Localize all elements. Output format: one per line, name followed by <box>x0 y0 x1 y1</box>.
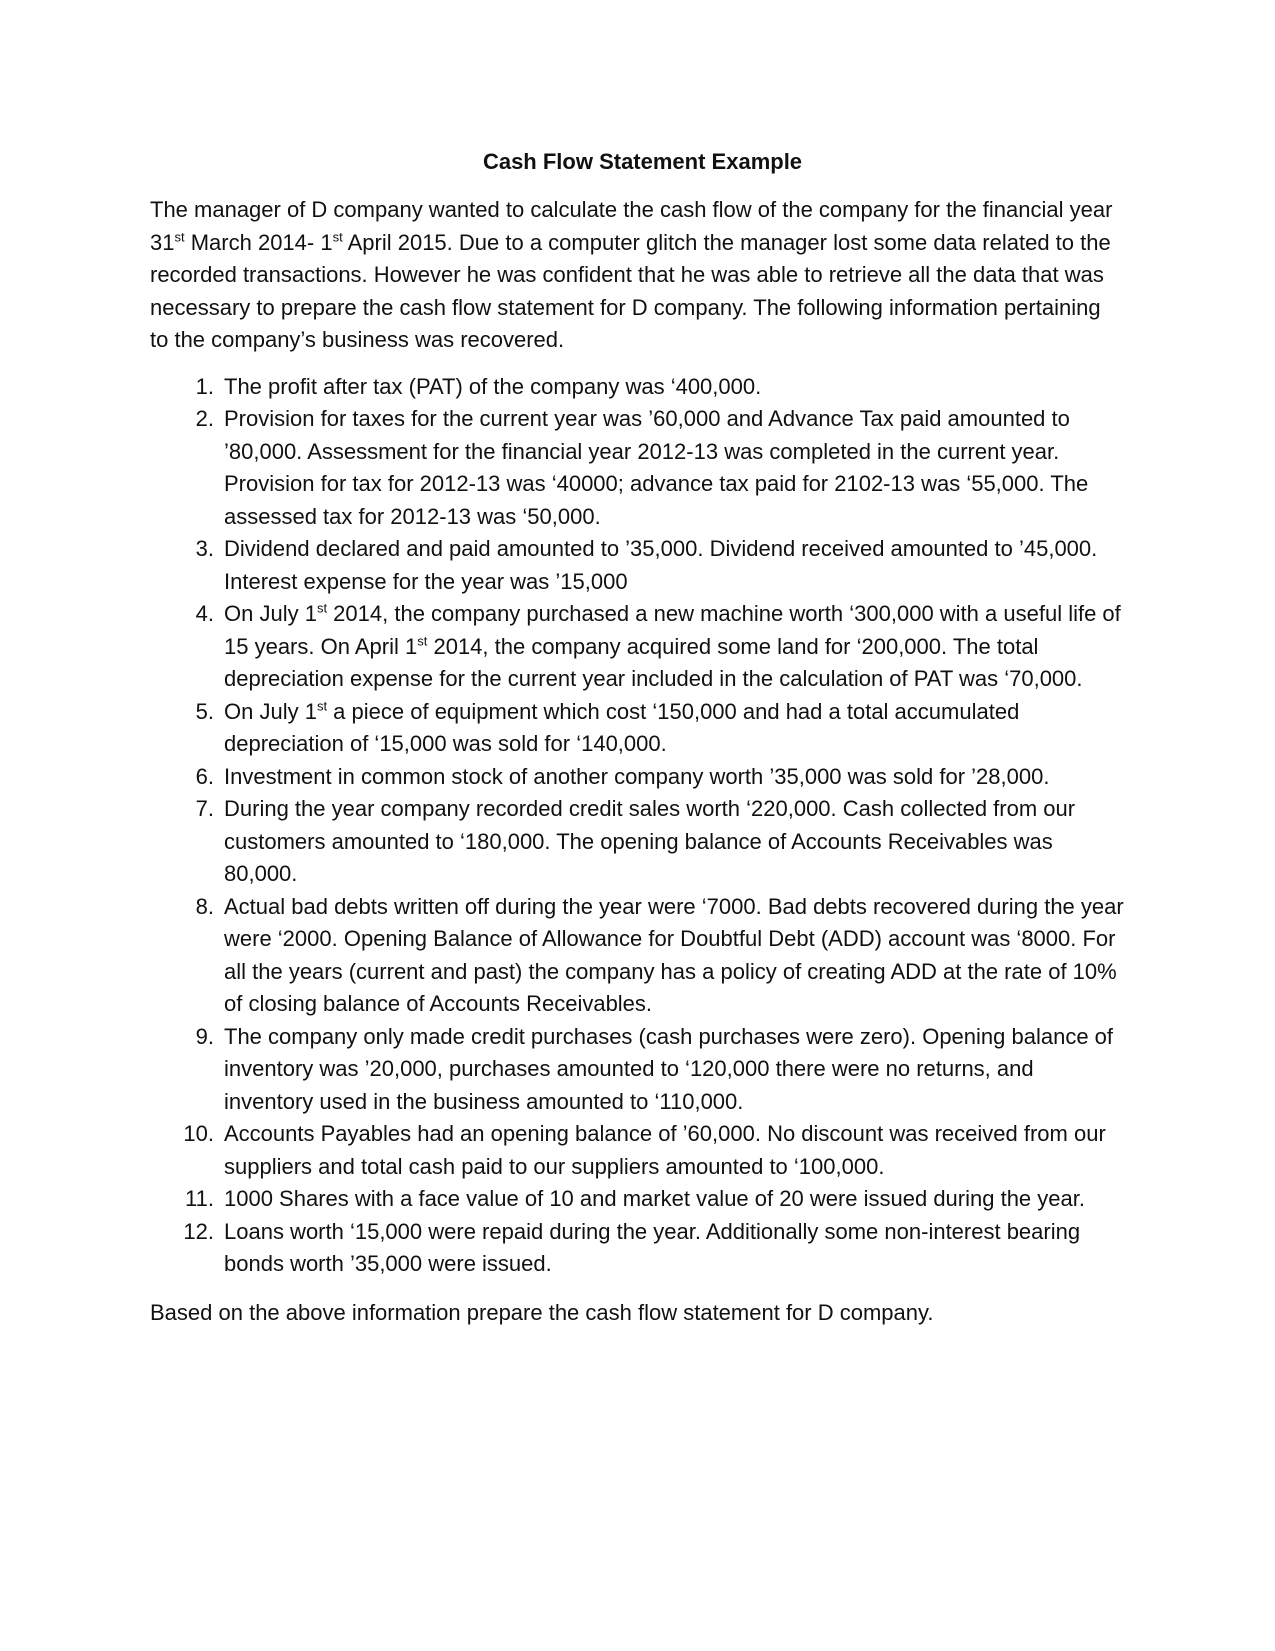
list-item <box>150 696 1125 761</box>
list-item-number: 12. <box>183 1218 214 1244</box>
list-item-superscript: st <box>316 600 328 616</box>
intro-text-2: March 2014- 1 <box>184 229 333 255</box>
list-item-text: Dividend declared and paid amounted to ’35,000. Dividend received amounted to ’45,000. Interest expense for the year was ’15,000 <box>224 536 1098 594</box>
intro-paragraph <box>150 194 1125 357</box>
list-item-text: Actual bad debts written off during the year were ‘7000. Bad debts recovered during the year were ‘2000. Opening Balance of Allowance for Doubtful Debt (ADD) account was ‘8000. For all the years (current and past) the company has a policy of creating ADD at the rate of 10% of closing balance of Accounts Receivables. <box>224 893 1124 1016</box>
list-item-text-part: 2014, the company purchased a new machine worth ‘300,000 with a useful life of 15 years. On April 1 <box>224 601 1121 659</box>
list-item-text: Provision for taxes for the current year was ’60,000 and Advance Tax paid amounted to ’80,000. Assessment for the financial year 2012-13 was completed in the current year. Provision for tax for 2012-13 was ‘40000; advance tax paid for 2102-13 was ‘55,000. The assessed tax for 2012-13 was ‘50,000. <box>224 406 1089 529</box>
list-item-number: 3. <box>195 536 214 561</box>
list-item <box>150 371 1125 404</box>
list-item-number: 9. <box>195 1023 214 1049</box>
intro-superscript-1: st <box>174 229 185 245</box>
list-item-text: The profit after tax (PAT) of the company was ‘400,000. <box>224 373 762 399</box>
list-item-number: 6. <box>195 763 214 789</box>
list-item <box>150 1216 1125 1281</box>
list-item-text-part: a piece of equipment which cost ‘150,000 and had a total accumulated depreciation of ‘15,000 was sold for ‘140,000. <box>224 698 1020 756</box>
list-item-text-part: On July 1 <box>224 698 317 724</box>
list-item-superscript: st <box>316 698 328 714</box>
list-item-number: 10. <box>183 1121 214 1146</box>
information-list <box>150 371 1125 1281</box>
list-item <box>150 1021 1125 1119</box>
closing-paragraph: Based on the above information prepare the cash flow statement for D company. <box>150 1299 934 1325</box>
list-item <box>150 891 1125 1021</box>
list-item <box>150 793 1125 891</box>
list-item-text: Loans worth ‘15,000 were repaid during the year. Additionally some non-interest bearing bonds worth ’35,000 were issued. <box>224 1218 1081 1276</box>
intro-text-1: The manager of D company wanted to calculate the cash flow of the company for the financial year 31 <box>150 197 1113 255</box>
list-item <box>150 761 1125 794</box>
list-item <box>150 598 1125 696</box>
list-item-number: 1. <box>195 373 214 399</box>
list-item-text: 1000 Shares with a face value of 10 and market value of 20 were issued during the year. <box>224 1186 1085 1211</box>
list-item-number: 8. <box>195 893 214 919</box>
list-item <box>150 533 1125 598</box>
list-item-text: Accounts Payables had an opening balance of ’60,000. No discount was received from our suppliers and total cash paid to our suppliers amounted to ‘100,000. <box>224 1121 1106 1179</box>
list-item-number: 11. <box>185 1186 214 1211</box>
list-item-number: 4. <box>195 601 214 626</box>
list-item-text: Investment in common stock of another company worth ’35,000 was sold for ’28,000. <box>224 763 1050 789</box>
list-item <box>150 403 1125 533</box>
list-item-text <box>224 598 1125 696</box>
list-item-text-part: 2014, the company acquired some land for ‘200,000. The total depreciation expense for the current year included in the calculation of PAT was ‘70,000. <box>224 633 1083 691</box>
list-item-number: 7. <box>195 796 214 821</box>
list-item-text: During the year company recorded credit sales worth ‘220,000. Cash collected from our customers amounted to ‘180,000. The opening balance of Accounts Receivables was 80,000. <box>224 796 1076 886</box>
list-item-text <box>224 696 1125 761</box>
intro-text-3: April 2015. Due to a computer glitch the manager lost some data related to the recorded transactions. However he was confident that he was able to retrieve all the data that was necessary to prepare the cash flow statement for D company. The following information pertaining to the company’s business was recovered. <box>150 229 1111 352</box>
list-item-text: The company only made credit purchases (cash purchases were zero). Opening balance of inventory was ’20,000, purchases amounted to ‘120,000 there were no returns, and inventory used in the business amounted to ‘110,000. <box>224 1023 1114 1114</box>
list-item-superscript: st <box>417 633 428 649</box>
document-title: Cash Flow Statement Example <box>482 149 803 174</box>
list-item-text-part: On July 1 <box>224 601 317 626</box>
list-item-number: 2. <box>195 406 214 431</box>
document-page <box>150 146 1125 1329</box>
list-item-number: 5. <box>195 698 214 724</box>
intro-superscript-2: st <box>332 229 343 245</box>
list-item <box>150 1183 1125 1216</box>
list-item <box>150 1118 1125 1183</box>
